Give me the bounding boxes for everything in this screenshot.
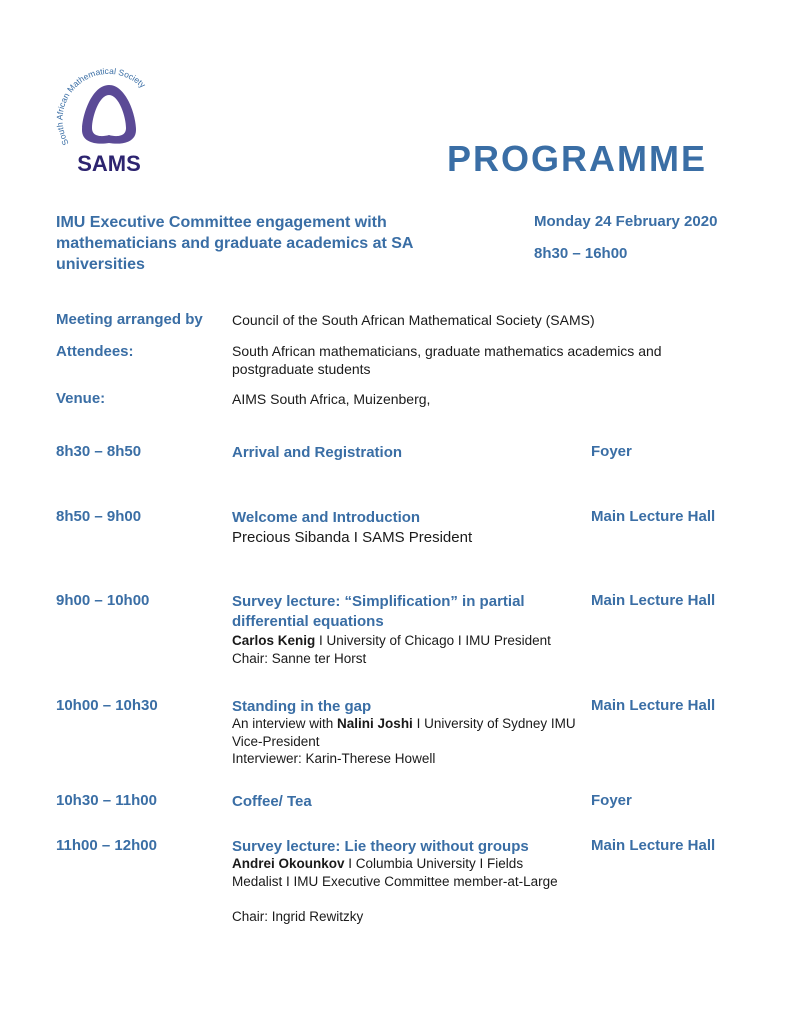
slot-title: Arrival and Registration (232, 444, 403, 461)
arranged-value: Council of the South African Mathematical Society (SAMS) (232, 312, 595, 328)
slot-chair: Chair: Sanne ter Horst (232, 651, 367, 666)
attendees-label: Attendees: (56, 343, 134, 360)
detail-prefix: An interview with (232, 716, 338, 731)
logo-ring-text: South African Mathematical Society (54, 65, 148, 148)
sams-logo (52, 55, 167, 180)
slot-detail (232, 855, 577, 891)
speaker-affiliation: I University of Sydney IMU Vice-President (232, 716, 576, 749)
event-title: IMU Executive Committee engagement with mathematicians and graduate academics at SA universities (56, 214, 413, 273)
attendees-value: South African mathematicians, graduate mathematics academics and postgraduate students (232, 343, 662, 377)
speaker-name: Carlos Kenig (232, 633, 316, 648)
slot-chair: Chair: Ingrid Rewitzky (232, 909, 364, 924)
slot-title: Survey lecture: Lie theory without groups (232, 838, 529, 855)
slot-venue: Main Lecture Hall (591, 508, 716, 525)
speaker-name: Andrei Okounkov (232, 856, 345, 871)
slot-venue: Foyer (591, 443, 632, 460)
slot-detail (232, 715, 587, 751)
slot-venue: Main Lecture Hall (591, 697, 716, 714)
arranged-label: Meeting arranged by (56, 311, 203, 328)
slot-time: 10h00 – 10h30 (56, 697, 158, 714)
slot-time: 9h00 – 10h00 (56, 592, 150, 609)
slot-detail (232, 632, 592, 650)
sams-logo-graphic (52, 55, 167, 180)
venue-value: AIMS South Africa, Muizenberg, (232, 391, 431, 407)
slot-venue: Main Lecture Hall (591, 837, 716, 854)
slot-title: Survey lecture: “Simplification” in partial differential equations (232, 593, 525, 630)
speaker-affiliation: I Columbia University I Fields Medalist I IMU Executive Committee member-at-Large (232, 856, 558, 889)
slot-title: Welcome and Introduction (232, 509, 421, 526)
speaker-affiliation: I University of Chicago I IMU President (315, 633, 551, 648)
slot-time: 8h30 – 8h50 (56, 443, 142, 460)
event-time: 8h30 – 16h00 (534, 245, 628, 262)
slot-title: Coffee/ Tea (232, 793, 312, 810)
logo-acronym: SAMS (77, 151, 141, 176)
speaker-name: Nalini Joshi (337, 716, 413, 731)
slot-time: 11h00 – 12h00 (56, 837, 157, 854)
slot-venue: Foyer (591, 792, 632, 809)
slot-venue: Main Lecture Hall (591, 592, 716, 609)
page-title: PROGRAMME (447, 138, 707, 179)
slot-title: Standing in the gap (232, 698, 372, 715)
slot-time: 8h50 – 9h00 (56, 508, 142, 525)
event-date: Monday 24 February 2020 (534, 213, 718, 230)
logo-ring-shape (82, 85, 136, 144)
venue-label: Venue: (56, 390, 106, 407)
slot-chair: Interviewer: Karin-Therese Howell (232, 751, 436, 766)
slot-time: 10h30 – 11h00 (56, 792, 157, 809)
slot-detail: Precious Sibanda I SAMS President (232, 529, 473, 546)
